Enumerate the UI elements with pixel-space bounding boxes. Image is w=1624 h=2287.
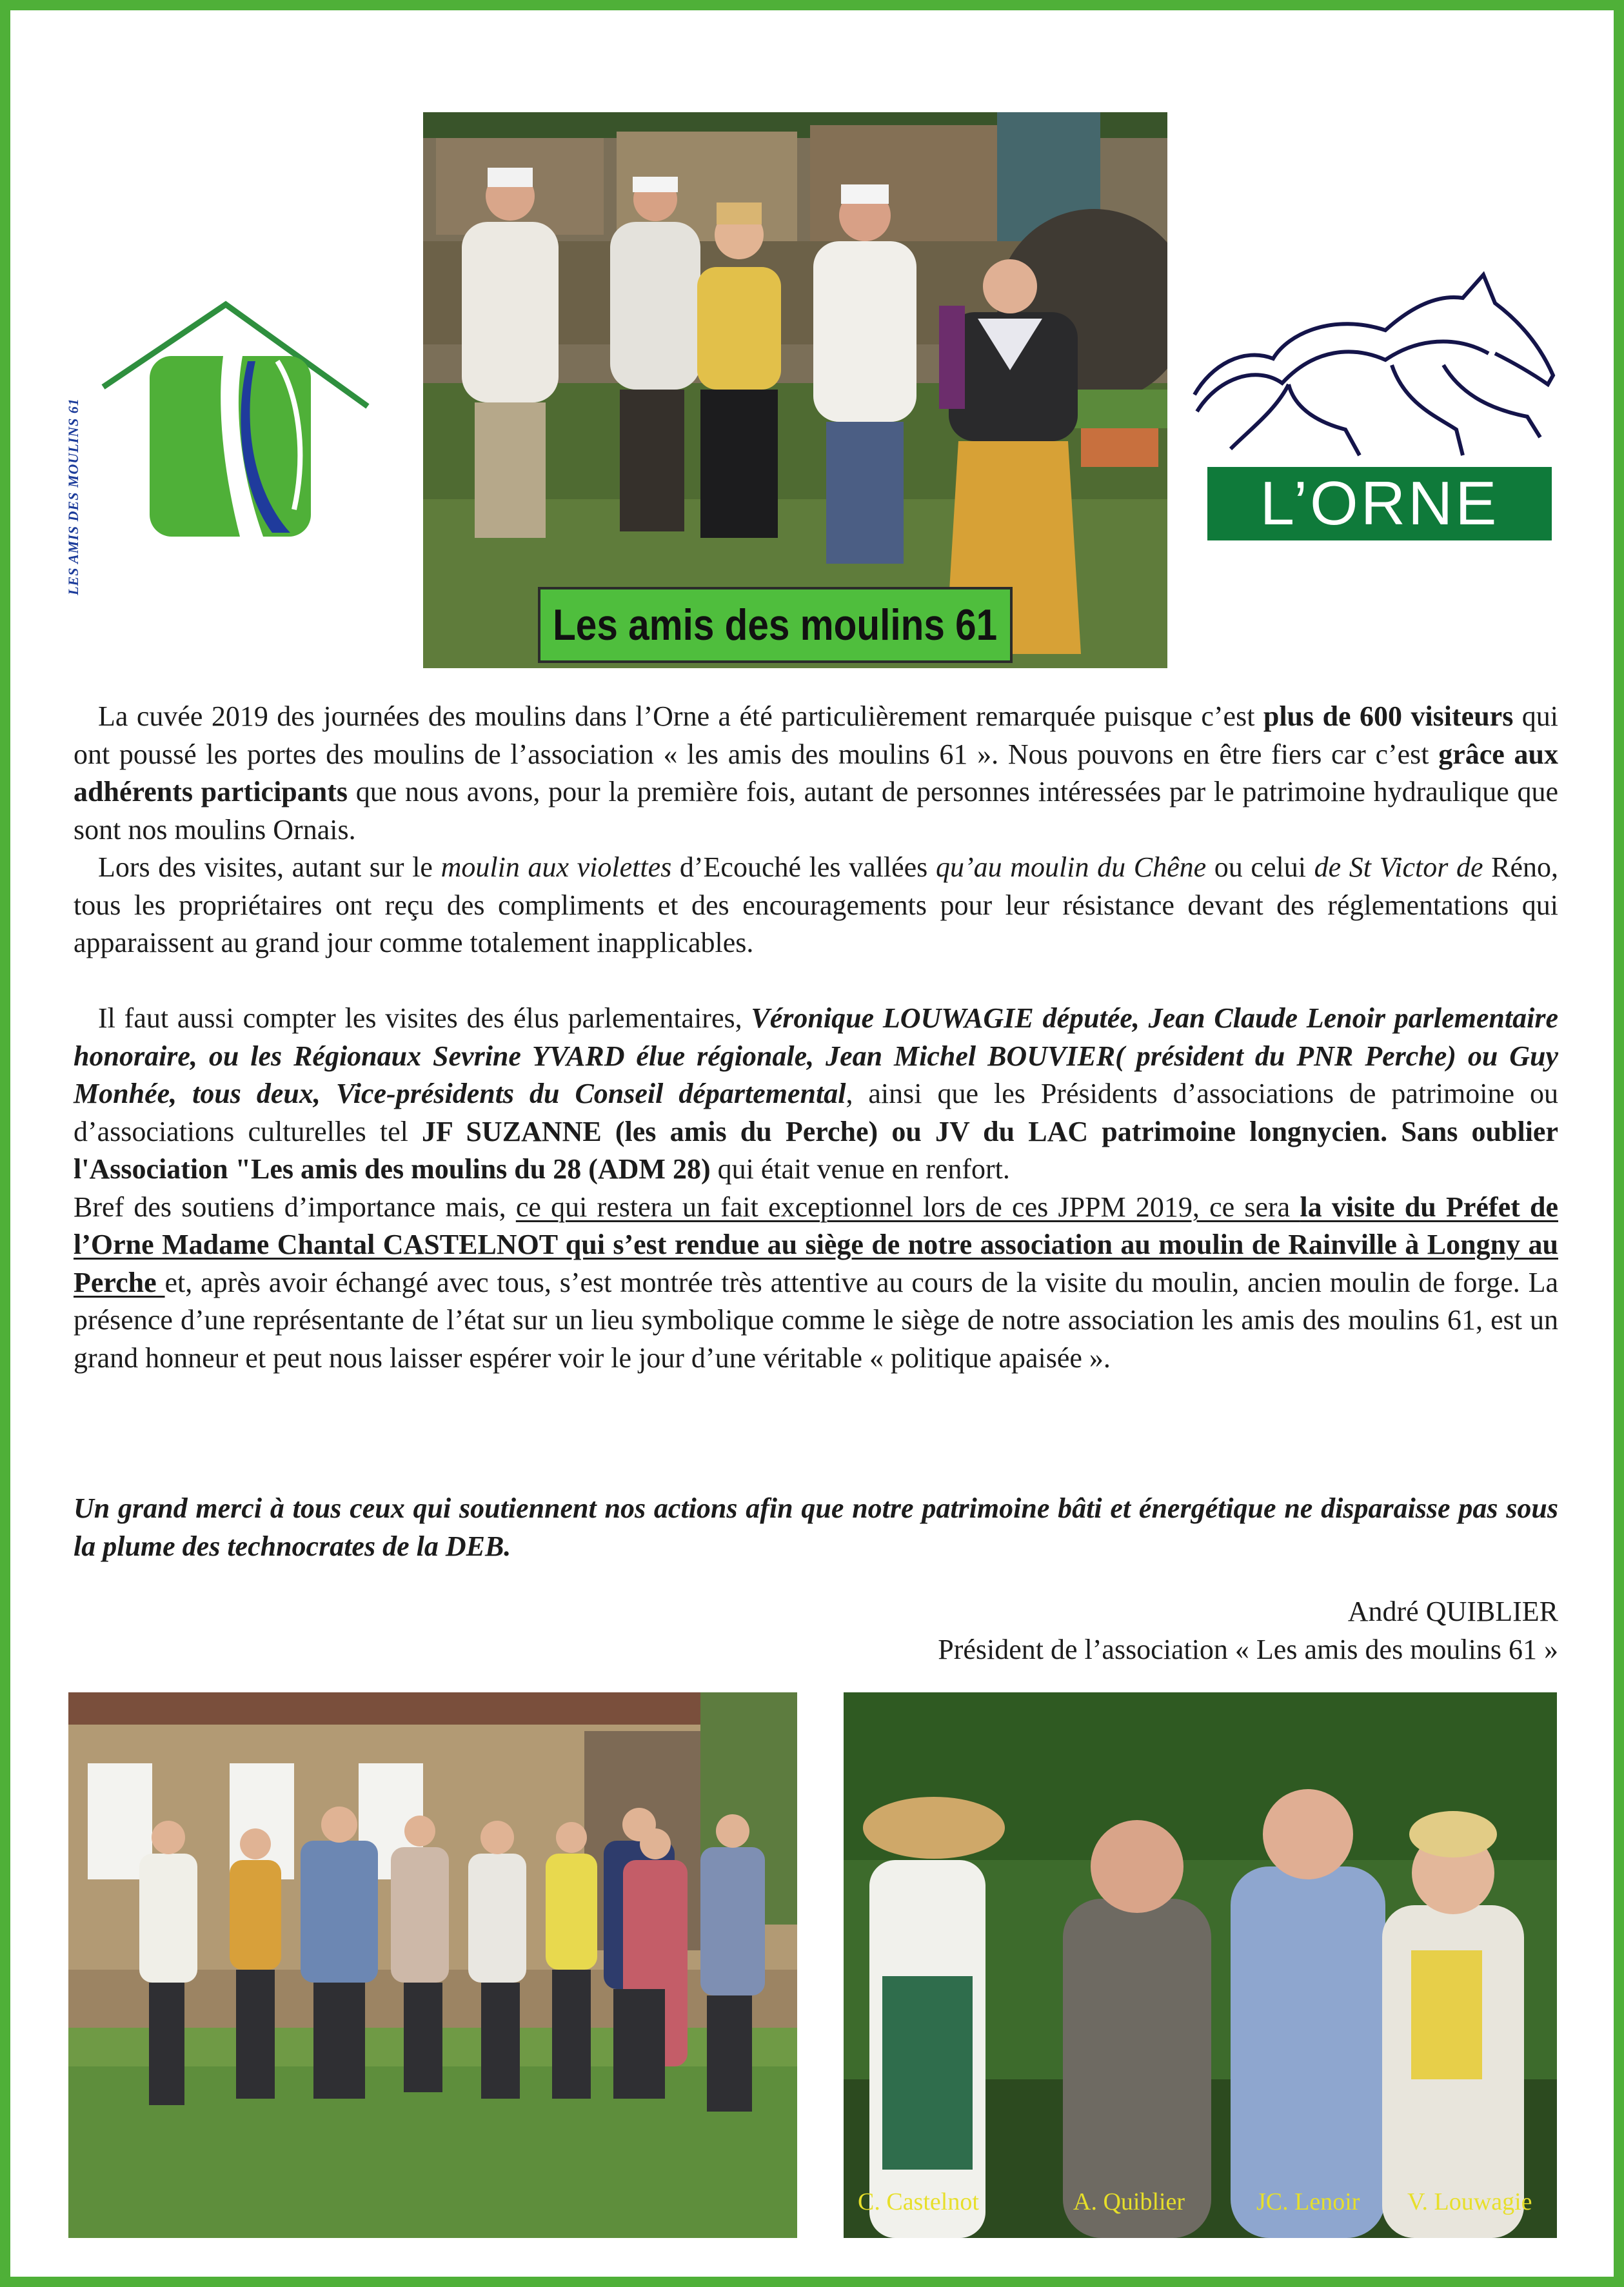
- amis-des-moulins-logo: [97, 297, 374, 542]
- signature-role: Président de l’association « Les amis des moulins 61 »: [938, 1633, 1558, 1665]
- text-run: , ainsi que les Présidents d’associations de patrimoine ou d’associations culturelles tel: [74, 1078, 1558, 1147]
- text-run: et, après avoir échangé avec tous, s’est montrée très attentive au cours de la visite du moulin, ancien moulin de forge. La présence d’une représentante de l’état sur un lieu symbolique comme le siège de notre association les amis des moulins 61, est un grand honneur et peut nous laisser espérer voir le jour d’une véritable « politique apaisée ».: [74, 1266, 1559, 1374]
- text-run: JF SUZANNE (les amis du Perche) ou JV du LAC patrimoine longnycien. Sans oublier l'Association "Les amis des moulins du 28 (ADM 28): [74, 1115, 1558, 1185]
- text-run: la visite du Préfet de l’Orne Madame Chantal CASTELNOT qui s’est rendue au siège de notre association au moulin de Rainville à Longny au Perche: [74, 1191, 1558, 1298]
- officials-photo: [844, 1692, 1557, 2238]
- group-photo-mill-house: [68, 1692, 797, 2238]
- caption-castelnot: C. Castelnot: [858, 2188, 979, 2215]
- photo-title-text: Les amis des moulins 61: [553, 600, 998, 649]
- orne-logo-banner: [1207, 467, 1552, 540]
- top-photo-image: [423, 112, 1167, 668]
- signature-block: [938, 1593, 1558, 1668]
- text-run: Véronique LOUWAGIE députée, Jean Claude Lenoir parlementaire honoraire, ou les Régionaux Sevrine YVARD élue régionale, Jean Michel BOUVIER( président du PNR Perche) ou Guy Monhée, tous deux, Vice-présidents du Conseil départemental: [74, 1002, 1558, 1109]
- text-run: que nous avons, pour la première fois, autant de personnes intéressées par le patrimoine hydraulique que sont nos moulins Ornais.: [74, 776, 1559, 846]
- text-run: Réno, tous les propriétaires ont reçu des compliments et des encouragements pour leur résistance devant des réglementations qui apparaissent au grand jour comme totalement inapplicables.: [74, 851, 1558, 958]
- text-run: moulin aux violettes: [441, 851, 672, 883]
- text-run: Il faut aussi compter les visites des élus parlementaires,: [98, 1002, 751, 1034]
- paragraph-visits: [74, 849, 1558, 962]
- caption-quiblier: A. Quiblier: [1073, 2188, 1185, 2215]
- photo-title-banner: [538, 587, 1013, 663]
- paragraph-officials: [74, 1000, 1558, 1189]
- group-photo-image: [68, 1692, 797, 2238]
- paragraph-prefect: [74, 1189, 1558, 1378]
- article-intro: [74, 698, 1558, 962]
- top-group-photo: [423, 112, 1167, 668]
- text-run: d’Ecouché les vallées: [671, 851, 936, 883]
- text-run: qui ont poussé les portes des moulins de l’association « les amis des moulins 61 ». Nous pouvons en être fiers car c’est: [74, 700, 1558, 770]
- orne-logo-text: L’ORNE: [1260, 469, 1500, 538]
- signature-name: André QUIBLIER: [1347, 1596, 1558, 1627]
- text-run: qui était venue en renfort.: [710, 1153, 1010, 1185]
- vertical-association-label: LES AMIS DES MOULINS 61: [65, 398, 81, 595]
- caption-lenoir: JC. Lenoir: [1256, 2188, 1360, 2215]
- text-run: ou celui: [1206, 851, 1314, 883]
- paragraph-attendance: [74, 698, 1558, 849]
- caption-louwagie: V. Louwagie: [1407, 2188, 1532, 2215]
- text-run: de St Victor de: [1314, 851, 1483, 883]
- text-run: grâce aux adhérents participants: [74, 738, 1559, 807]
- closing-thanks: Un grand merci à tous ceux qui soutiennent nos actions afin que notre patrimoine bâti et énergétique ne disparaisse pas sous la plume des technocrates de la DEB.: [74, 1492, 1558, 1562]
- text-run: qu’au moulin du Chêne: [935, 851, 1207, 883]
- text-run: plus de 600 visiteurs: [1263, 700, 1514, 732]
- officials-photo-image: [844, 1692, 1557, 2238]
- text-run: Lors des visites, autant sur le: [98, 851, 441, 883]
- text-run: Bref des soutiens d’importance mais,: [74, 1191, 516, 1223]
- text-run: ce qui restera un fait exceptionnel lors de ces JPPM 2019, ce sera: [515, 1191, 1300, 1223]
- text-run: La cuvée 2019 des journées des moulins dans l’Orne a été particulièrement remarquée puisque c’est: [98, 700, 1263, 732]
- article-support: [74, 1000, 1558, 1377]
